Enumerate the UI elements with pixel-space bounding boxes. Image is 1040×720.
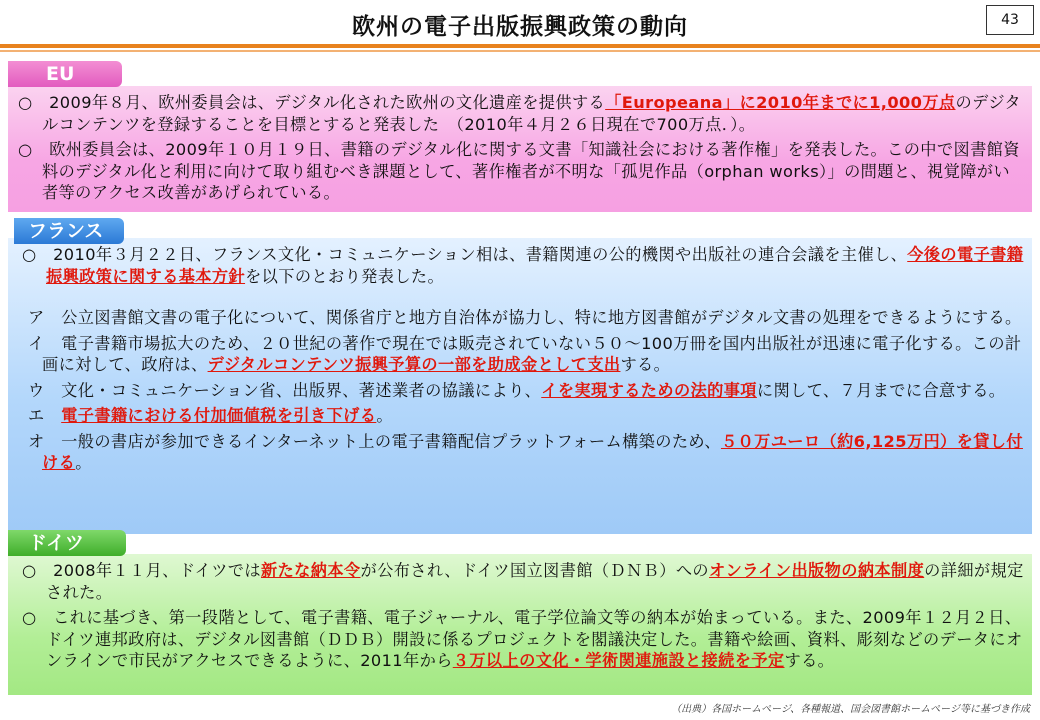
germany-paragraph-2 [22, 607, 1024, 672]
france-e-text: エ [28, 406, 62, 425]
france-tab: フランス [14, 218, 124, 244]
france-e-text-2: 。 [376, 406, 393, 425]
france-item-a [22, 307, 1024, 329]
france-a-text: ア 公立図書館文書の電子化について、関係省庁と地方自治体が協力し、特に地方図書館がデジタル文書の処理をできるようにする。 [28, 308, 1022, 327]
france-u-text: ウ 文化・コミュニケーション省、出版界、著述業者の協議により、 [28, 380, 542, 400]
france-item-u [22, 380, 1024, 402]
france-o-text: オ 一般の書店が参加できるインターネット上の電子書籍配信プラットフォーム構築のため、 [28, 431, 721, 451]
eu-paragraph-1 [18, 92, 1024, 135]
france-i-text-2: する。 [620, 355, 671, 374]
france-paragraph-1 [22, 244, 1024, 287]
eu-tab: EU [8, 61, 122, 87]
france-p1-highlight: 今後の電子書籍振興政策に関する基本方針 [46, 245, 1024, 286]
eu-p1-highlight: 「Europeana」に2010年までに1,000万点 [605, 93, 956, 112]
germany-p1-text: ○ 2008年１１月、ドイツでは [22, 561, 261, 580]
france-o-highlight: ５０万ユーロ（約6,125万円）を貸し付ける [42, 431, 1023, 472]
germany-p2-text: ○ これに基づき、第一段階として、電子書籍、電子ジャーナル、電子学位論文等の納本が始まっている。また、2009年１２月２日、ドイツ連邦政府は、デジタル図書館（ＤＤＢ）開設に係るプロジェクトを閣議決定した。書籍や絵画、資料、彫刻などのデータにオンラインで市民がアクセスできるように、2011年から [22, 608, 1023, 670]
france-item-o [22, 431, 1024, 474]
eu-p2-text: ○ 欧州委員会は、2009年１０月１９日、書籍のデジタル化に関する文書「知識社会における著作権」を発表した。この中で図書館資料のデジタル化と利用に向けて取り組むべき課題として、著作権者が不明な「孤児作品（orphan works）」の問題と、視覚障がい者等のアクセス改善があげられている。 [18, 140, 1020, 202]
france-u-text-2: に関して、７月までに合意する。 [756, 380, 1006, 400]
france-i-highlight: デジタルコンテンツ振興予算の一部を助成金として支出 [207, 355, 621, 374]
germany-p1-text-3: の詳細が規定された。 [46, 561, 1024, 602]
france-e-highlight: 電子書籍における付加価値税を引き下げる [61, 406, 377, 425]
france-o-text-2: 。 [75, 453, 92, 472]
germany-p2-text-2: する。 [784, 651, 835, 670]
france-p1-text-2: を以下のとおり発表した。 [245, 266, 445, 286]
source-note: （出典）各国ホームページ、各種報道、国会図書館ホームページ等に基づき作成 [671, 704, 1030, 715]
eu-paragraph-2 [18, 139, 1024, 204]
germany-section [8, 554, 1032, 695]
page-number: 43 [986, 5, 1034, 35]
eu-p1-text: ○ 2009年８月、欧州委員会は、デジタル化された欧州の文化遺産を提供する [18, 93, 606, 112]
germany-p1-highlight-2: オンライン出版物の納本制度 [709, 561, 925, 580]
germany-p1-text-2: が公布され、ドイツ国立図書館（ＤＮＢ）への [360, 561, 710, 580]
spacer [22, 291, 1024, 307]
germany-tab: ドイツ [8, 530, 126, 556]
eu-section [8, 86, 1032, 212]
eu-p1-text-2: のデジタルコンテンツを登録することを目標とすると発表した （2010年４月２６日現在で700万点．）。 [42, 93, 1021, 134]
title-divider [0, 44, 1040, 48]
france-u-highlight: イを実現するための法的事項 [541, 380, 757, 400]
france-item-e [22, 405, 1024, 427]
france-p1-text: ○ 2010年３月２２日、フランス文化・コミュニケーション相は、書籍関連の公的機関や出版社の連合会議を主催し、 [22, 245, 908, 264]
title-divider-thin [0, 50, 1040, 52]
germany-p1-highlight: 新たな納本令 [260, 561, 361, 580]
france-i-text: イ 電子書籍市場拡大のため、２０世紀の著作で現在では販売されていない５０～100万冊を国内出版社が迅速に電子化する。この計画に対して、政府は、 [28, 333, 1022, 374]
france-item-i [22, 333, 1024, 376]
france-section [8, 238, 1032, 534]
page-title: 欧州の電子出版振興政策の動向 [352, 14, 688, 40]
germany-p2-highlight: ３万以上の文化・学術関連施設と接続を予定 [452, 651, 785, 670]
germany-paragraph-1 [22, 560, 1024, 603]
